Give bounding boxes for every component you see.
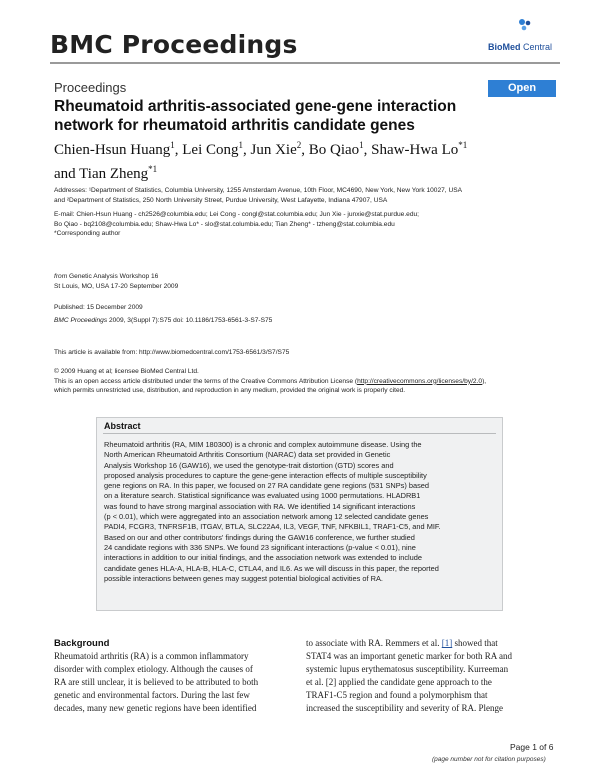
author-affiliation: 1: [170, 140, 175, 150]
body-text: to associate with RA. Remmers et al.: [306, 638, 442, 648]
license-text-end: ),: [482, 377, 487, 385]
logo-text: [488, 42, 552, 52]
author[interactable]: Lei Cong: [182, 142, 239, 158]
author-list: Chien-Hsun Huang$^1$, Lei Cong$^1$, Jun Xie$^2$, Bo Qiao$^1$, Shaw-Hwa Lo$^{*1}$ and Tian Zheng$^{*1}$: [54, 140, 468, 182]
journal-title: BMC Proceedings: [50, 30, 298, 59]
address-line: Addresses: ¹Department of Statistics, Columbia University, 1255 Amsterdam Avenue, 10th Floor, MC4690, New York, New York 10027, USA: [54, 187, 463, 194]
author-affiliation: *1: [458, 140, 468, 150]
workshop-name: Genetic Analysis Workshop 16: [69, 273, 159, 280]
title-line-2: network for rheumatoid arthritis candidate genes: [54, 117, 415, 134]
from-label: from: [54, 273, 68, 280]
emails: [54, 210, 559, 239]
email-line[interactable]: Bo Qiao - bq2108@columbia.edu; Shaw-Hwa Lo* - slo@stat.columbia.edu; Tian Zheng* - tzheng@stat.columbia.edu: [54, 220, 395, 228]
abstract-line: was found to have strong marginal association with RA. We identified 14 significant interactions: [104, 501, 416, 511]
workshop-info: [54, 272, 454, 291]
body-line: decades, many new genetic regions have been identified: [54, 703, 257, 713]
addresses: [54, 186, 559, 205]
corresponding-author-note: *Corresponding author: [54, 230, 121, 238]
body-text: showed that: [452, 638, 498, 648]
abstract-line: candidate genes HLA-A, HLA-B, HLA-C, CTLA4, and IL6. As we will discuss in this paper, the reported: [104, 563, 439, 573]
address-line: and ²Department of Statistics, 250 North University Street, Purdue University, West Lafayette, Indiana 47907, USA: [54, 196, 388, 204]
title-line-1: Rheumatoid arthritis-associated gene-gene interaction: [54, 98, 457, 115]
workshop-location: St Louis, MO, USA 17-20 September 2009: [54, 282, 179, 290]
biomed-logo-icon: [518, 18, 532, 32]
author-affiliation: 1: [238, 140, 243, 150]
citation-journal: BMC Proceedings: [54, 317, 108, 324]
article-title: [54, 97, 524, 135]
author[interactable]: Tian Zheng: [79, 166, 149, 182]
body-line: Rheumatoid arthritis (RA) is a common inflammatory: [54, 651, 249, 661]
reference-link[interactable]: [1]: [441, 638, 453, 648]
abstract-line: North American Rheumatoid Arthritis Consortium (NARAC) data set provided in Genetic: [104, 450, 391, 460]
author-conjunction: and: [54, 166, 80, 182]
page-number-note: (page number not for citation purposes): [432, 756, 546, 763]
logo-central: Central: [523, 42, 553, 52]
author[interactable]: Bo Qiao: [308, 142, 360, 158]
body-line: genetic and environmental factors. During the last few: [54, 690, 250, 700]
body-line: increased the susceptibility and severity of RA. Plenge: [306, 703, 503, 713]
author-affiliation: 2: [296, 140, 302, 150]
logo-bio: BioMed: [488, 42, 521, 52]
abstract-line: interactions in addition to our initial findings, and the association network was extended to include: [104, 553, 422, 563]
body-column-right: [306, 637, 558, 715]
license: [54, 367, 559, 396]
abstract-line: 24 candidate regions with 336 SNPs. We found 23 significant interactions (p-value < 0.01), nine: [104, 542, 416, 552]
abstract-line: gene regions on RA. In this paper, we focused on 27 RA candidate gene regions (531 SNPs) based: [104, 481, 429, 491]
abstract-heading: Abstract: [104, 421, 141, 431]
body-line: systemic lupus erythematosus susceptibility. Kurreeman: [306, 664, 509, 674]
body-line: [306, 637, 558, 650]
published-date: Published: 15 December 2009: [54, 304, 143, 311]
page-number: Page 1 of 6: [510, 742, 554, 752]
abstract-line: proposed analysis procedures to capture the gene-gene interaction effects of multiple susceptibility: [104, 470, 427, 480]
license-text: This is an open access article distributed under the terms of the Creative Commons Attribution License (: [54, 377, 358, 385]
background-heading: Background: [54, 638, 110, 649]
citation-details[interactable]: 2009, 3(Suppl 7):S75 doi: 10.1186/1753-6561-3-S7-S75: [107, 317, 273, 324]
abstract-text: [104, 440, 496, 584]
body-line: RA are still unclear, it is believed to be attributed to both: [54, 677, 259, 687]
citation: [54, 316, 534, 326]
body-line: TRAF1-C5 region and found a polymorphism that: [306, 690, 488, 700]
license-link[interactable]: http://creativecommons.org/licenses/by/2.0: [357, 377, 483, 385]
abstract-line: Analysis Workshop 16 (GAW16), we used the genotype-trait distortion (GTD) scores and: [104, 460, 394, 470]
abstract-line: possible interactions between genes may suggest potential biological activities of RA.: [104, 573, 383, 583]
license-text: which permits unrestricted use, distribution, and reproduction in any medium, provided the original work is properly cited.: [54, 387, 406, 395]
author[interactable]: Jun Xie: [250, 142, 297, 158]
author-affiliation: 1: [359, 140, 364, 150]
abstract-line: PADI4, FCGR3, TNFRSF1B, ITGAV, BTLA, SLC22A4, IL3, VEGF, TNF, NFKBIL1, TRAF1-C5, and MIF.: [104, 522, 441, 532]
header-rule: [50, 62, 560, 64]
body-line: disorder with complex etiology. Although the causes of: [54, 664, 253, 674]
abstract-divider: [103, 433, 496, 434]
email-line[interactable]: E-mail: Chien-Hsun Huang - ch2526@columbia.edu; Lei Cong - congl@stat.columbia.edu; Jun Xie - junxie@stat.purdue.edu;: [54, 211, 419, 218]
author-affiliation: *1: [148, 164, 158, 174]
body-line: et al. [2] applied the candidate gene approach to the: [306, 677, 492, 687]
abstract-line: (p < 0.01), which were aggregated into an association network among 12 selected candidate genes: [104, 512, 429, 522]
abstract-line: on a literature search. Statistical significance was evaluated using 1000 permutations. HLADRB1: [104, 491, 421, 501]
availability[interactable]: This article is available from: http://www.biomedcentral.com/1753-6561/3/S7/S75: [54, 349, 290, 356]
author[interactable]: Chien-Hsun Huang: [54, 142, 171, 158]
body-line: STAT4 was an important genetic marker for both RA and: [306, 651, 512, 661]
abstract-line: Based on our and other contributors' findings during the GAW16 conference, we further studied: [104, 532, 415, 542]
abstract-line: Rheumatoid arthritis (RA, MIM 180300) is a chronic and complex autoimmune disease. Using the: [104, 440, 422, 449]
section-label: Proceedings: [54, 80, 127, 95]
abstract-box: [96, 417, 503, 611]
open-access-badge[interactable]: Open Access: [488, 80, 556, 97]
author[interactable]: Shaw-Hwa Lo: [371, 142, 459, 158]
copyright: © 2009 Huang et al; licensee BioMed Central Ltd.: [54, 368, 199, 375]
body-column-left: [54, 650, 294, 715]
biomed-central-logo[interactable]: [488, 18, 554, 54]
